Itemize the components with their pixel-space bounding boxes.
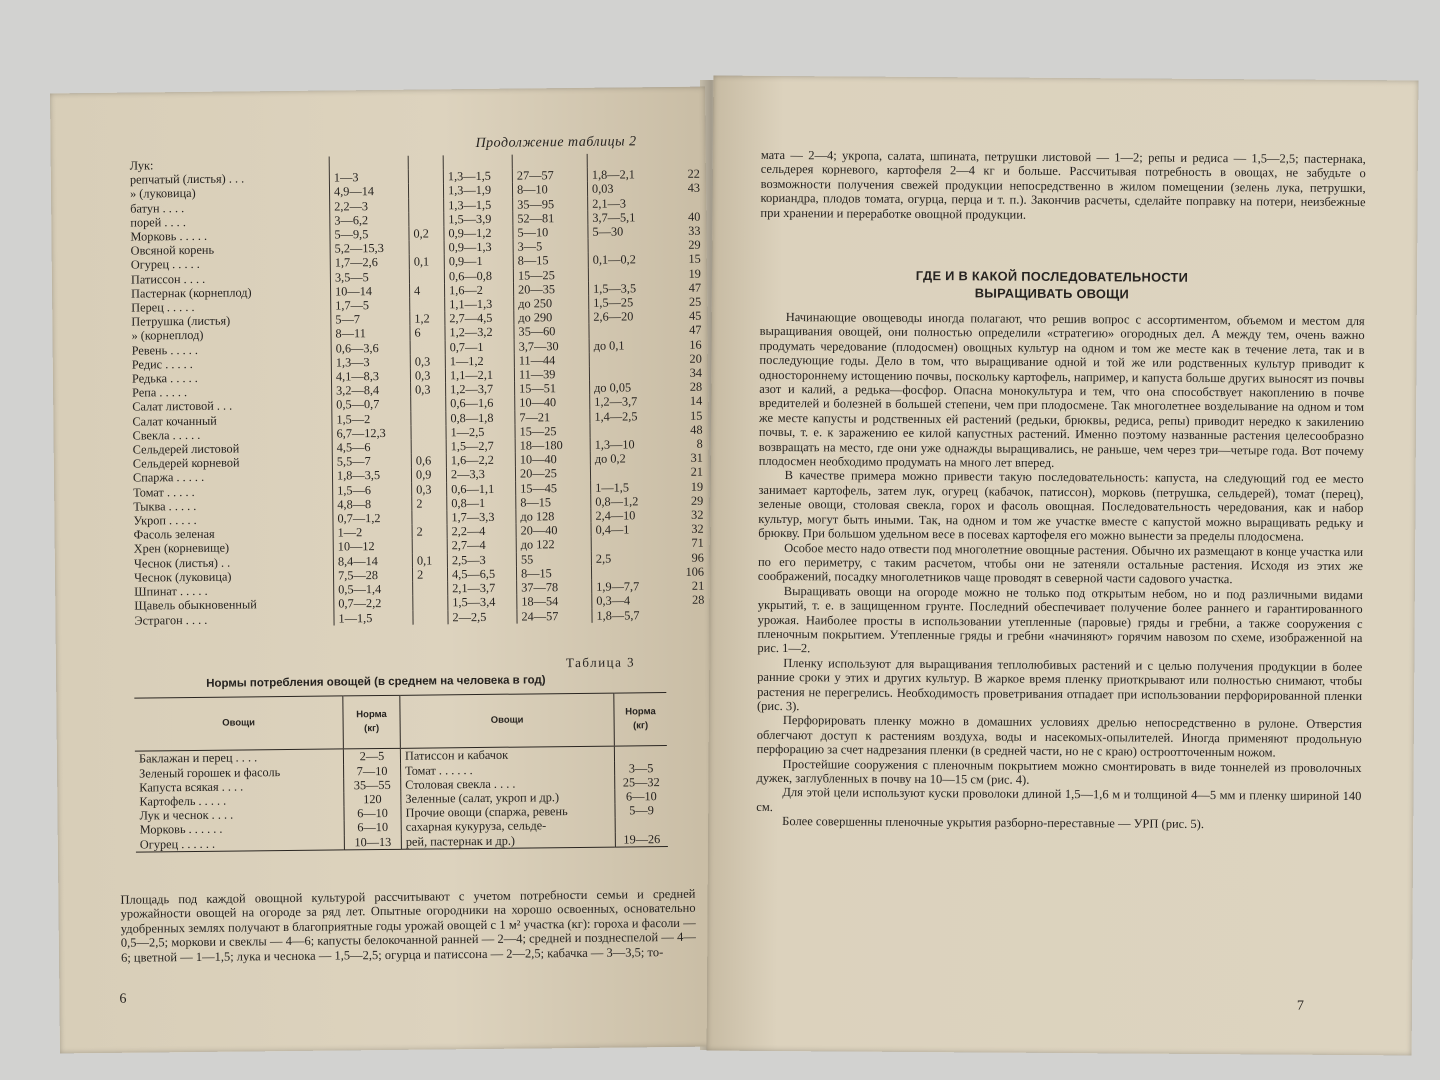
table-cell: 1—1,5 [334,610,413,625]
table-cell [408,170,443,185]
table-cell: 120 [344,792,401,807]
table-cell [587,153,666,168]
table-cell: 2,5 [591,551,670,566]
table-cell: 0,7—1,2 [333,511,412,526]
table-cell [411,397,446,412]
table-cell: 1—2,5 [446,424,515,439]
table-cell [413,596,448,611]
table-cell: 15—45 [516,480,591,495]
table-cell: 16 [689,337,702,352]
table-cell: до 0,05 [590,380,669,395]
table-cell: 5—9,5 [330,227,409,242]
table-cell: 0,3 [410,368,445,383]
table-cell: 10—13 [344,834,401,849]
table-cell: 40 [687,209,701,224]
table-cell: 20 [689,351,702,366]
paragraph: В качестве примера можно привести такую последовательность: капуста, на следующий год ее место занимает картофель, затем лук, огурец (кабачок, патиссон), морковь (петрушка, сельдерей), томат (перец), зеленые овощи, столовая свекла, горох и фасоль овощная. Последовательность чередования, как и набор культур, могут быть иными. Так, на одном и том же участке вместе с капустой можно выращивать редьку и брюкву. При большом удельном весе в посевах картофеля его можно вынести за пределы плодосмена. [758,468,1364,544]
table-cell: Томат . . . . . . [401,761,615,777]
table-cell: 1,5—3,9 [444,211,513,226]
table-cell: Прочие овощи (спаржа, ревень [401,804,615,820]
table-cell: 35—95 [513,196,588,211]
table-cell: Репа . . . . . [132,385,188,400]
table-cell: 1,2 [410,312,445,327]
table-cell: Пастернак (корнеплод) [131,285,252,301]
paragraph: Выращивать овощи на огороде можно не только под открытым небом, но и под различными видами укрытий, т. е. в защищенном грунте. Последний обеспечивает получение более раннего и гарантированного урожая. Наиболее просты в использовании утепленные (паровые) гряды и гребни, а также сооружения с пленочным покрытием. Утепленные гряды и гребни «начиняют» горячим навозом по схеме, изображенной на рис. 1—2. [757,583,1363,656]
table-cell: Редька . . . . . [131,370,198,386]
table-cell: 1,7—2,6 [330,255,409,270]
table-cell: 2,7—4,5 [445,311,514,326]
table-cell: батун . . . . [130,200,185,216]
table-cell: 1—1,5 [591,480,670,495]
table-cell: 3,7—30 [514,338,589,353]
table-cell: 20—40 [516,523,591,538]
table-cell: 1,5—2,7 [446,439,515,454]
table-cell: 29 [690,493,704,508]
table-cell: » (корнеплод) [131,328,204,344]
table-cell: 32 [691,507,704,522]
table-cell: Лук и чеснок . . . . [139,807,234,823]
table-cell: 1,3—1,5 [443,169,512,184]
table-cell: 20—25 [515,466,590,481]
table-cell: » (луковица) [129,186,196,202]
table-cell: 0,9 [411,468,446,483]
table-cell [411,411,446,426]
table-cell: 5—30 [588,224,667,239]
page-number: 6 [119,991,127,1007]
table-cell: 19 [690,479,704,494]
table-cell: 22 [687,166,700,181]
table-cell: 28 [689,379,703,395]
table-cell: 2,6—20 [589,309,668,324]
table-cell: 71 [691,536,704,551]
table-cell [413,610,448,625]
table-cell: 0,9—1,3 [444,240,513,255]
table-cell: 14 [689,394,703,409]
section-heading [822,266,1282,303]
table-cell [329,156,408,171]
table-cell: 1,3—10 [590,437,669,452]
table-cell: до 122 [516,537,591,552]
table-cell [589,352,668,367]
table-cell [591,536,670,551]
table-cell [409,212,444,227]
table-cell: 4,5—6,5 [447,566,516,581]
table-cell: 32 [691,521,704,537]
table-cell: Овсяной корень [130,242,215,258]
table-cell: 3,7—5,1 [588,210,667,225]
table-cell: 8 [696,436,703,451]
table-cell: 0,6—3,6 [331,340,410,355]
table-cell: 0,7—2,2 [334,596,413,611]
table-cell: 8—11 [331,326,410,341]
table-cell: 33 [688,223,701,238]
table-cell: 6 [410,326,445,341]
table-cell: 7,5—28 [333,568,412,583]
table-cell [591,565,670,580]
table-cell: Морковь . . . . . . [139,822,223,837]
table-cell [615,817,668,832]
table-cell [411,425,446,440]
table-cell: порей . . . . [130,214,186,230]
table-cell: 6—10 [344,820,401,835]
table-cell: 2,1—3,7 [448,581,517,596]
table-cell: 1,8—5,7 [592,607,671,622]
table-cell: Щавель обыкновенный [134,597,257,613]
table-cell: Хрен (корневище) [133,541,230,557]
table-cell: Баклажан и перец . . . . [138,750,258,766]
table-cell: 2—5 [343,749,400,764]
table-2 [126,153,709,628]
table-cell: 0,6—1,1 [447,481,516,496]
table-cell: 8—15 [516,495,591,510]
table-3-header: Овощи [400,693,615,749]
table-cell: 1,3—1,9 [443,183,512,198]
table-cell [408,184,443,199]
right-body [756,310,1365,833]
table-cell: 2,7—4 [447,538,516,553]
table-cell: 2 [412,525,447,540]
table-cell: 6—10 [344,806,401,821]
table-cell: Зеленные (салат, укроп и др.) [401,790,615,806]
table-cell: 1,1—2,1 [445,368,514,383]
table-cell: 10—14 [331,284,410,299]
table-cell: 19—26 [615,832,668,847]
table-cell: Патиссон и кабачок [400,746,614,763]
table-cell: до 250 [514,296,589,311]
table-cell: 1,3—3 [331,355,410,370]
heading-line: ВЫРАЩИВАТЬ ОВОЩИ [974,285,1130,302]
table-cell: сахарная кукуруза, сельде- [401,818,615,834]
table-cell: 10—12 [333,539,412,554]
table-cell: 37—78 [517,580,592,595]
table-cell: Редис . . . . . [131,356,193,372]
table-cell: 48 [690,422,703,437]
table-cell: 10—40 [515,452,590,467]
table-cell: 24—57 [517,608,592,623]
table-cell: 5,2—15,3 [330,241,409,256]
table-cell [670,607,708,622]
table-cell: Томат . . . . . [133,484,195,500]
table-cell: Перец . . . . . [131,299,195,315]
table-cell: 1—3 [329,170,408,185]
table-cell: 1,2—3,2 [445,325,514,340]
right-page [707,76,1419,1056]
table-cell: Ревень . . . . . [131,342,199,358]
table-cell [512,154,587,169]
table-cell [410,340,445,355]
table-3-title: Нормы потребления овощей (в среднем на человека в год) [206,674,546,690]
table-cell: 0,6—0,8 [444,268,513,283]
table-cell: 21 [690,465,704,480]
table-cell: 10—40 [515,395,590,410]
table-3-number: Таблица 3 [565,654,636,671]
table-cell [589,323,668,338]
table-cell [590,465,669,480]
table-cell: 8,4—14 [333,553,412,568]
table-cell: 1,8—2,1 [587,167,666,182]
table-cell: Зеленый горошек и фасоль [139,764,281,781]
table-cell: 2,1—3 [588,196,667,211]
table-cell: 5—10 [513,225,588,240]
table-cell [408,155,443,170]
paragraph: Особое место надо отвести под многолетние овощные растения. Обычно их размещают в конце участка или по его периметру, с таким расчетом, чтобы они не затеняли остальные растения. Исходя из этих же соображений, посадку многолетников чаще проводят в северной части садового участка. [757,540,1364,587]
table-cell: 35—60 [514,324,589,339]
table-cell: 52—81 [513,211,588,226]
table-cell: Капуста всякая . . . . [139,779,244,795]
table-cell: 29 [688,237,701,252]
table-cell: 1,5—3,4 [448,595,517,610]
table-cell [409,269,444,284]
table-cell: 18—54 [517,594,592,609]
table-cell: 2,2—3 [330,198,409,213]
table-cell: 0,03 [587,181,666,196]
table-cell: 2,2—4 [447,524,516,539]
table-cell: 15—25 [515,424,590,439]
paragraph: Для этой цели используют куски проволоки длиной 1,5—1,6 м и толщиной 4—5 мм и пленку шириной 140 см. [756,785,1362,814]
paragraph: Перфорировать пленку можно в домашних условиях дрелью непосредственно в рулоне. Отверстия облегчают доступ к растениям воздуха, воды и насекомых-опылителей. Иногда применяют продольную перфорацию за счет надрезания пленки (в средней части, но не с краю) остроотточенным ножом. [756,713,1362,760]
table-cell: 0,9—1 [444,254,513,269]
table-cell: 31 [690,450,703,466]
table-cell: 1,5—2 [332,411,411,426]
table-cell: 1,2—3,7 [590,394,669,409]
table-cell: 1,7—5 [331,298,410,313]
table-cell: 1,6—2 [444,282,513,297]
table-cell: 0,9—1,2 [444,226,513,241]
table-cell: Сельдерей листовой [132,441,240,457]
paragraph: Начинающие овощеводы иногда полагают, что решив вопрос с ассортиментом, объемом и местом для выращивания овощей, они полностью определили «стратегию» огородных дел. А между тем, очень важно продумать чередование (плодосмен) овощных культур на одном и том же месте как в течение лета, так и в последующие годы. Дело в том, что выращивание одной и той же или родственных культур приводит к одностороннему истощению почвы, поскольку картофель, например, и капуста больше других выносят из почвы азот и калий, а редька—фосфор. Опасна монокультура и тем, что она способствует накоплению в почве вредителей и болезней в большей степени, чем при плодосмене. Так многолетнее возделывание на одном и том же месте капусты и родственных ей растений (редьки, брюквы, редиса, репы) приводит нередко к закилению почвы, т. е. к заражению ее килой капустных растений. Именно поэтому названные растения целесообразно возвращать на место, где они уже однажды выращивались, не раньше, чем через три—четыре года. Вот почему плодосмен необходимо продумать на много лет вперед. [758,310,1365,471]
table-cell: Сельдерей корневой [132,455,240,471]
table-cell: 6,7—12,3 [332,426,411,441]
table-cell: 7—21 [515,409,590,424]
table-cell: 106 [685,564,705,579]
table-cell: 0,7—1 [445,339,514,354]
table-cell: 6—10 [615,789,668,804]
table-cell: 15—51 [515,381,590,396]
table-cell: 21 [691,578,705,593]
table-cell: 11—39 [514,367,589,382]
table-cell: 15 [690,408,703,423]
table-cell: 1,5—3,5 [588,281,667,296]
table-cell: 25 [688,294,702,309]
table-cell: Патиссон . . . . [130,271,206,287]
table-cell: Шпинат . . . . . [134,583,208,599]
table-cell: 0,5—0,7 [332,397,411,412]
table-cell: 0,1—0,2 [588,252,667,267]
paragraph: Пленку используют для выращивания теплолюбивых растений и с целью получения продукции в более ранние сроки у этих и других культур. В жаркое время пленку приоткрывают или полностью снимают, чтобы растения не перегрелись. Необходимость проветривания отпадает при использовании перфорированной пленки (рис. 3). [756,655,1363,714]
table-cell: 0,6—1,6 [446,396,515,411]
table-cell: Морковь . . . . . [130,228,208,244]
table-cell: 28 [691,592,705,608]
table-cell [409,198,444,213]
table-cell: 0,2 [409,226,444,241]
table-cell [412,510,447,525]
table-cell: 8—15 [513,253,588,268]
table-cell: до 128 [516,509,591,524]
table-cell: 3—5 [615,761,668,776]
table-cell: 1—1,2 [445,353,514,368]
table-cell: 96 [691,550,704,565]
table-cell: до 290 [514,310,589,325]
table-cell: 43 [687,181,701,196]
table-cell: Спаржа . . . . . [132,470,205,486]
left-body-text: Площадь под каждой овощной культурой рассчитывают с учетом потребности семьи и средней урожайности овощей на огороде за ряд лет. Опытные огородники на хорошо освоенных, основательно удобренных землях получают в благоприятные годы урожай овощей с 1 м² участка (кг): гороха и фасоли — 0,5—2,5; моркови и свеклы — 4—6; капусты белокочанной ранней — 2—4; средней и позднеспелой — 4—6; цветной — 1—1,5; лука и чеснока — 1,5—2,5; огурца и патиссона — 2—2,5; кабачка — 3—3,5; то- [120,886,696,965]
table-cell: 0,1 [409,255,444,270]
table-cell: 1,4—2,5 [590,409,669,424]
table-cell: 0,1 [412,553,447,568]
table-cell: Тыква . . . . . [133,498,197,514]
table-cell: 1,5—25 [589,295,668,310]
table-cell: 4 [410,283,445,298]
table-3-header: Норма (кг) [614,693,667,747]
table-cell: Чеснок (луковица) [133,569,232,585]
table-cell: 1,8—3,5 [332,468,411,483]
table-cell: Огурец . . . . . . [139,836,216,852]
table-cell: 3—5 [513,239,588,254]
table-cell: Укроп . . . . . [133,513,197,528]
table-cell: 7—10 [344,763,401,778]
table-cell: 2 [412,496,447,511]
table-cell: 8—10 [512,182,587,197]
table-cell: 25—32 [615,775,668,790]
table-cell: 4,5—6 [332,440,411,455]
table-cell: 11—44 [514,353,589,368]
table-cell: Петрушка (листья) [131,313,231,329]
table-cell: Лук: [129,158,154,173]
table-cell: 34 [689,365,703,380]
table-cell [411,439,446,454]
table-cell: 0,6 [411,454,446,469]
table-cell: 4,9—14 [329,184,408,199]
table-cell: 5—7 [331,312,410,327]
table-cell: 35—55 [344,778,401,793]
table-cell: 27—57 [512,168,587,183]
table-cell: Столовая свекла . . . . [401,775,615,791]
table-cell [666,153,704,168]
table-cell [443,155,512,170]
table-cell: Свекла . . . . . [132,427,201,443]
table-cell: 3—6,2 [330,213,409,228]
table-cell: 1,7—3,3 [447,510,516,525]
table-cell: 4,1—8,3 [331,369,410,384]
table-cell [666,195,704,210]
table-cell: 2,5—3 [447,552,516,567]
paragraph: Простейшие сооружения с пленочным покрытием можно смонтировать в виде тоннелей из проволочных дужек, заглубленных в почву на 10—15 см (рис. 4). [756,756,1362,787]
table-cell [588,238,667,253]
table-cell: 0,5—1,4 [334,582,413,597]
heading-line: ГДЕ И В КАКОЙ ПОСЛЕДОВАТЕЛЬНОСТИ [915,267,1189,285]
table-cell [412,539,447,554]
table-cell: до 0,2 [590,451,669,466]
table-cell: Чеснок (листья) . . [133,555,231,571]
table-cell: 1,6—2,2 [446,453,515,468]
table-cell: 2 [412,567,447,582]
table-cell: 1,1—1,3 [445,297,514,312]
table-cell: 3,2—8,4 [332,383,411,398]
table-cell: 1,9—7,7 [592,579,671,594]
table-cell: 0,4—1 [591,522,670,537]
table-cell: 55 [516,551,591,566]
table-cell: 1—2 [333,525,412,540]
table-cell [614,746,667,761]
table-cell: 1,3—1,5 [444,197,513,212]
table-cell: 5,5—7 [332,454,411,469]
table-continuation-title: Продолжение таблицы 2 [475,134,637,152]
table-cell: 0,8—1 [447,495,516,510]
table-cell [588,267,667,282]
table-cell: 2—2,5 [448,609,517,624]
table-cell [409,241,444,256]
table-cell: до 0,1 [589,338,668,353]
table-cell: Салат кочанный [132,413,217,429]
table-cell: 0,3 [411,383,446,398]
table-cell: 3,5—5 [330,269,409,284]
table-cell: 18—180 [515,438,590,453]
left-page [50,87,715,1054]
table-cell: 45 [688,308,702,324]
table-cell: 0,3 [410,354,445,369]
table-cell: 1,5—6 [333,482,412,497]
table-cell: 2,4—10 [591,508,670,523]
table-cell: 8—15 [516,566,591,581]
table-cell [410,297,445,312]
table-cell: 5—9 [615,803,668,818]
table-cell: репчатый (листья) . . . [129,171,245,187]
table-cell: Салат листовой . . . [132,399,233,415]
table-cell: 0,3 [412,482,447,497]
right-top-paragraph: мата — 2—4; укропа, салата, шпината, петрушки листовой — 1—2; репы и редиса — 1,5—2,5; пастернака, сельдерея корневого, картофеля 2—4 кг и больше. Рассчитывая потребность в овощах, не забудьте о возможности получения свежей продукции непосредственно в жилом помещении (зелень лука, петрушки, кориандра, плодов томата, огурца, перца и т. п.). Закончив расчеты, сделайте поправку на потери, неизбежные при хранении и переработке овощной продукции. [760,147,1366,222]
table-cell: 47 [688,280,702,295]
table-cell: 0,8—1,2 [591,494,670,509]
table-cell: 15—25 [513,267,588,282]
table-cell: Огурец . . . . . [130,257,200,273]
table-cell: 1,2—3,7 [446,382,515,397]
table-cell: 0,8—1,8 [446,410,515,425]
table-3 [134,692,668,852]
page-number: 7 [1296,998,1304,1014]
table-cell: рей, пастернак и др.) [401,832,615,849]
table-cell: 47 [689,323,702,338]
table-cell: Фасоль зеленая [133,527,215,542]
table-cell: 20—35 [513,282,588,297]
table-cell: 0,3—4 [592,593,671,608]
table-cell: Эстрагон . . . . [134,612,208,628]
table-3-header: Овощи [134,696,343,752]
table-cell: Картофель . . . . . [139,793,227,809]
paragraph: Более совершенны пленочные укрытия разборно-переставные — УРП (рис. 5). [782,814,1205,832]
table-cell: 15 [688,252,701,267]
table-cell [413,581,448,596]
table-cell [590,423,669,438]
table-cell [589,366,668,381]
table-cell: 19 [688,266,701,281]
table-cell: 2—3,3 [446,467,515,482]
table-3-header: Норма (кг) [343,695,401,749]
table-cell: 4,8—8 [333,497,412,512]
